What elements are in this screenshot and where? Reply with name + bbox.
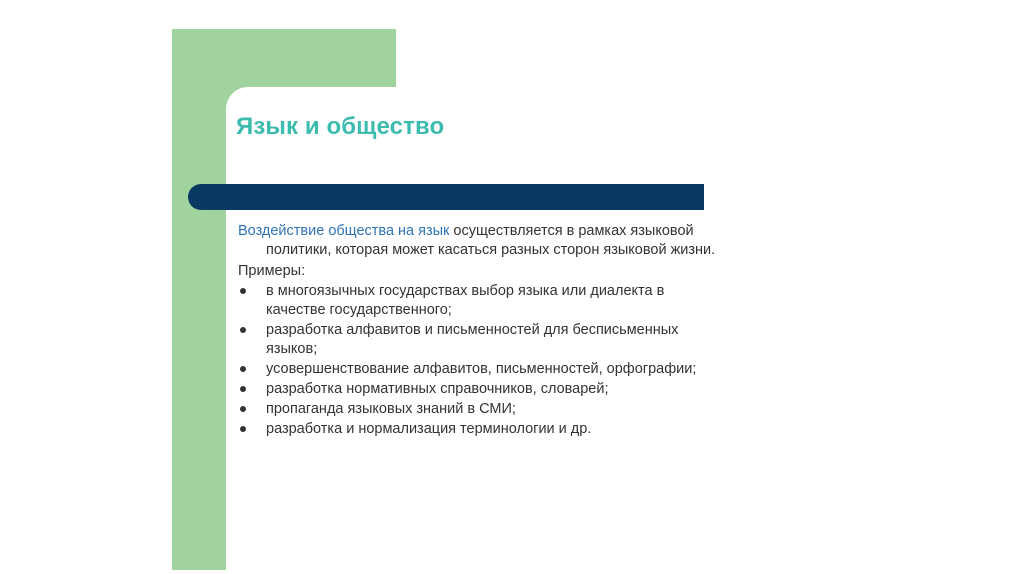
list-item [238,420,718,439]
intro-highlight: Воздействие общества на язык [238,223,450,239]
title-divider-bar [188,184,704,210]
list-item-text: разработка нормативных справочников, словарей; [266,381,609,397]
bullet-icon [240,366,246,372]
slide-body [238,222,718,439]
list-item [238,282,718,320]
list-item-text: разработка алфавитов и письменностей для бесписьменных языков; [266,322,679,357]
bullet-icon [240,386,246,392]
bullet-icon [240,406,246,412]
bullet-icon [240,327,246,333]
list-item-text: в многоязычных государствах выбор языка или диалекта в качестве государственного; [266,283,665,318]
list-item-text: пропаганда языковых знаний в СМИ; [266,401,516,417]
bullet-icon [240,426,246,432]
list-item-text: усовершенствование алфавитов, письменностей, орфографии; [266,361,697,377]
intro-rest: осуществляется в рамках языковой политики, которая может касаться разных сторон языковой жизни. [266,223,716,258]
examples-label: Примеры: [238,263,306,279]
list-item-text: разработка и нормализация терминологии и др. [266,421,592,437]
slide-title: Язык и общество [236,113,445,140]
intro-paragraph [238,222,718,260]
bullet-icon [240,288,246,294]
examples-list [238,282,718,439]
list-item [238,400,718,419]
list-item [238,360,718,379]
list-item [238,380,718,399]
list-item [238,321,718,359]
